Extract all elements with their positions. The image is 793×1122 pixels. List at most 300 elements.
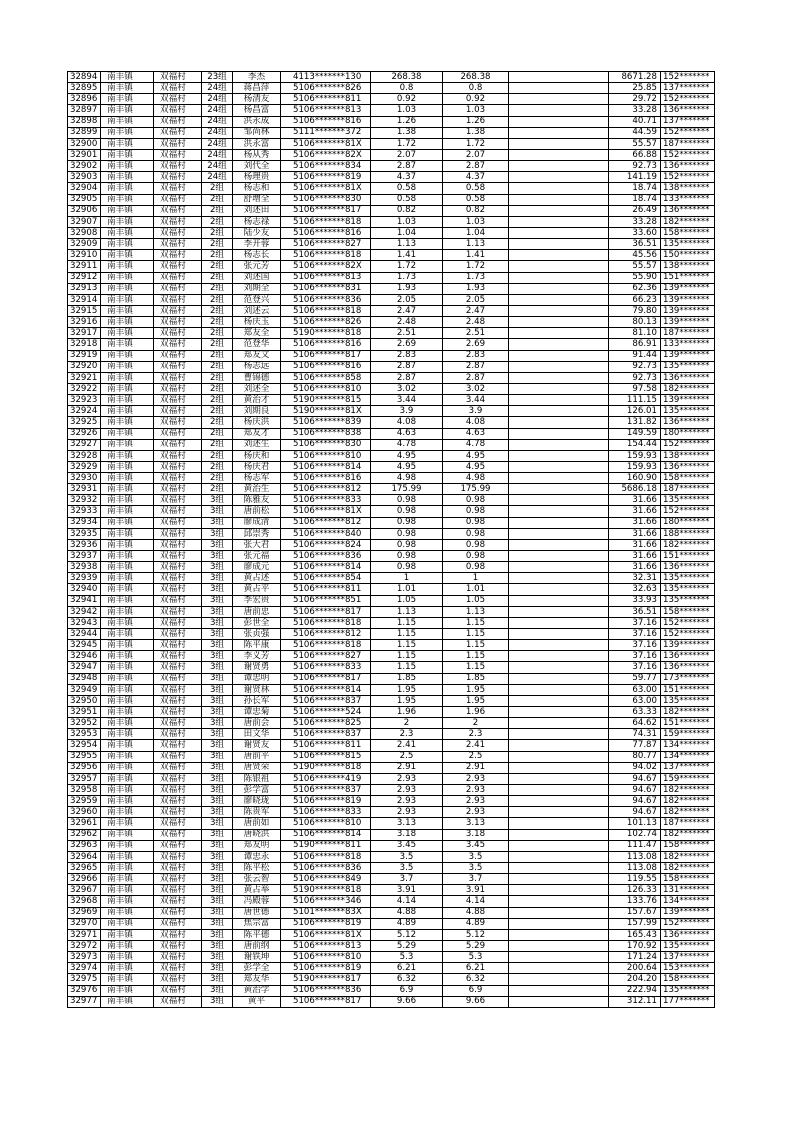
group-cell: 2组 [202, 428, 233, 439]
amount-cell: 74.31 [609, 729, 661, 740]
blank-cell [509, 551, 609, 562]
row-id-cell: 32899 [68, 127, 101, 138]
area-cell: 1.15 [371, 662, 443, 673]
row-id-cell: 32940 [68, 584, 101, 595]
group-cell: 3组 [202, 818, 233, 829]
row-id-cell: 32942 [68, 606, 101, 617]
name-cell: 杨理贵 [233, 172, 281, 183]
town-cell: 南丰镇 [101, 662, 154, 673]
area-confirmed-cell: 1.72 [443, 261, 509, 272]
town-cell: 南丰镇 [101, 183, 154, 194]
village-cell: 双福村 [154, 350, 202, 361]
area-confirmed-cell: 0.98 [443, 517, 509, 528]
town-cell: 南丰镇 [101, 395, 154, 406]
table-row [68, 907, 715, 918]
table-row [68, 138, 715, 149]
name-cell: 唐前忠 [233, 606, 281, 617]
table-row [68, 517, 715, 528]
id-number-cell: 5106*******419 [281, 773, 371, 784]
data-table [67, 71, 715, 1008]
blank-cell [509, 138, 609, 149]
id-number-cell: 5106*******810 [281, 450, 371, 461]
group-cell: 3组 [202, 617, 233, 628]
amount-cell: 37.16 [609, 662, 661, 673]
village-cell: 双福村 [154, 918, 202, 929]
town-cell: 南丰镇 [101, 551, 154, 562]
group-cell: 3组 [202, 651, 233, 662]
blank-cell [509, 874, 609, 885]
amount-cell: 94.67 [609, 773, 661, 784]
amount-cell: 97.58 [609, 383, 661, 394]
area-confirmed-cell: 6.21 [443, 963, 509, 974]
row-id-cell: 32938 [68, 562, 101, 573]
area-confirmed-cell: 2.48 [443, 317, 509, 328]
area-confirmed-cell: 6.9 [443, 985, 509, 996]
id-number-cell: 5106*******814 [281, 684, 371, 695]
area-confirmed-cell: 5.29 [443, 940, 509, 951]
row-id-cell: 32939 [68, 573, 101, 584]
amount-cell: 32.63 [609, 584, 661, 595]
amount-cell: 165.43 [609, 929, 661, 940]
phone-cell: 182******* [661, 216, 715, 227]
row-id-cell: 32976 [68, 985, 101, 996]
area-confirmed-cell: 2.3 [443, 729, 509, 740]
phone-cell: 150******* [661, 250, 715, 261]
amount-cell: 25.85 [609, 83, 661, 94]
row-id-cell: 32956 [68, 762, 101, 773]
group-cell: 3组 [202, 729, 233, 740]
phone-cell: 180******* [661, 517, 715, 528]
area-confirmed-cell: 4.78 [443, 439, 509, 450]
group-cell: 3组 [202, 952, 233, 963]
name-cell: 范登华 [233, 339, 281, 350]
table-row [68, 740, 715, 751]
amount-cell: 200.64 [609, 963, 661, 974]
village-cell: 双福村 [154, 952, 202, 963]
id-number-cell: 5106*******834 [281, 161, 371, 172]
town-cell: 南丰镇 [101, 317, 154, 328]
amount-cell: 159.93 [609, 461, 661, 472]
phone-cell: 182******* [661, 796, 715, 807]
table-row [68, 963, 715, 974]
table-row [68, 194, 715, 205]
village-cell: 双福村 [154, 94, 202, 105]
id-number-cell: 5106*******817 [281, 606, 371, 617]
blank-cell [509, 161, 609, 172]
amount-cell: 63.00 [609, 684, 661, 695]
town-cell: 南丰镇 [101, 785, 154, 796]
id-number-cell: 5106*******819 [281, 796, 371, 807]
village-cell: 双福村 [154, 963, 202, 974]
group-cell: 3组 [202, 829, 233, 840]
town-cell: 南丰镇 [101, 695, 154, 706]
id-number-cell: 5190*******818 [281, 762, 371, 773]
table-row [68, 417, 715, 428]
blank-cell [509, 127, 609, 138]
village-cell: 双福村 [154, 183, 202, 194]
amount-cell: 94.67 [609, 785, 661, 796]
village-cell: 双福村 [154, 72, 202, 83]
row-id-cell: 32911 [68, 261, 101, 272]
table-row [68, 94, 715, 105]
area-cell: 0.98 [371, 528, 443, 539]
table-row [68, 840, 715, 851]
blank-cell [509, 528, 609, 539]
table-row [68, 428, 715, 439]
phone-cell: 139******* [661, 640, 715, 651]
area-confirmed-cell: 3.5 [443, 851, 509, 862]
name-cell: 洪永成 [233, 116, 281, 127]
town-cell: 南丰镇 [101, 261, 154, 272]
table-row [68, 116, 715, 127]
row-id-cell: 32961 [68, 818, 101, 829]
blank-cell [509, 918, 609, 929]
area-confirmed-cell: 2.93 [443, 807, 509, 818]
village-cell: 双福村 [154, 539, 202, 550]
table-row [68, 829, 715, 840]
phone-cell: 152******* [661, 918, 715, 929]
group-cell: 3组 [202, 640, 233, 651]
group-cell: 2组 [202, 350, 233, 361]
blank-cell [509, 773, 609, 784]
blank-cell [509, 450, 609, 461]
row-id-cell: 32914 [68, 294, 101, 305]
town-cell: 南丰镇 [101, 239, 154, 250]
table-row [68, 695, 715, 706]
group-cell: 3组 [202, 695, 233, 706]
table-row [68, 662, 715, 673]
name-cell: 唐前会 [233, 718, 281, 729]
village-cell: 双福村 [154, 896, 202, 907]
amount-cell: 159.93 [609, 450, 661, 461]
town-cell: 南丰镇 [101, 205, 154, 216]
group-cell: 2组 [202, 239, 233, 250]
town-cell: 南丰镇 [101, 383, 154, 394]
blank-cell [509, 395, 609, 406]
name-cell: 张云智 [233, 874, 281, 885]
table-row [68, 629, 715, 640]
table-row [68, 929, 715, 940]
area-confirmed-cell: 5.3 [443, 952, 509, 963]
village-cell: 双福村 [154, 138, 202, 149]
area-cell: 5.29 [371, 940, 443, 951]
blank-cell [509, 495, 609, 506]
id-number-cell: 5106*******818 [281, 305, 371, 316]
row-id-cell: 32897 [68, 105, 101, 116]
row-id-cell: 32965 [68, 862, 101, 873]
village-cell: 双福村 [154, 339, 202, 350]
row-id-cell: 32946 [68, 651, 101, 662]
name-cell: 李义芳 [233, 651, 281, 662]
blank-cell [509, 985, 609, 996]
id-number-cell: 5106*******810 [281, 952, 371, 963]
group-cell: 3组 [202, 840, 233, 851]
blank-cell [509, 406, 609, 417]
name-cell: 李宏贵 [233, 595, 281, 606]
area-confirmed-cell: 3.5 [443, 862, 509, 873]
area-cell: 2.83 [371, 350, 443, 361]
row-id-cell: 32941 [68, 595, 101, 606]
amount-cell: 86.91 [609, 339, 661, 350]
phone-cell: 135******* [661, 495, 715, 506]
blank-cell [509, 305, 609, 316]
row-id-cell: 32962 [68, 829, 101, 840]
group-cell: 2组 [202, 484, 233, 495]
amount-cell: 92.73 [609, 161, 661, 172]
blank-cell [509, 595, 609, 606]
village-cell: 双福村 [154, 573, 202, 584]
group-cell: 2组 [202, 395, 233, 406]
amount-cell: 102.74 [609, 829, 661, 840]
table-row [68, 918, 715, 929]
name-cell: 唐世德 [233, 907, 281, 918]
amount-cell: 31.66 [609, 539, 661, 550]
area-cell: 2.93 [371, 807, 443, 818]
town-cell: 南丰镇 [101, 161, 154, 172]
area-cell: 1.13 [371, 606, 443, 617]
area-cell: 2.87 [371, 372, 443, 383]
town-cell: 南丰镇 [101, 762, 154, 773]
table-row [68, 227, 715, 238]
blank-cell [509, 707, 609, 718]
town-cell: 南丰镇 [101, 339, 154, 350]
blank-cell [509, 484, 609, 495]
phone-cell: 182******* [661, 862, 715, 873]
id-number-cell: 5106*******810 [281, 818, 371, 829]
blank-cell [509, 929, 609, 940]
phone-cell: 151******* [661, 718, 715, 729]
phone-cell: 158******* [661, 473, 715, 484]
group-cell: 2组 [202, 339, 233, 350]
amount-cell: 31.66 [609, 562, 661, 573]
area-confirmed-cell: 3.44 [443, 395, 509, 406]
town-cell: 南丰镇 [101, 595, 154, 606]
area-cell: 1.95 [371, 684, 443, 695]
village-cell: 双福村 [154, 83, 202, 94]
area-confirmed-cell: 268.38 [443, 72, 509, 83]
row-id-cell: 32960 [68, 807, 101, 818]
area-confirmed-cell: 0.8 [443, 83, 509, 94]
row-id-cell: 32966 [68, 874, 101, 885]
village-cell: 双福村 [154, 227, 202, 238]
id-number-cell: 5106*******839 [281, 417, 371, 428]
group-cell: 3组 [202, 996, 233, 1007]
name-cell: 冯殿蓉 [233, 896, 281, 907]
id-number-cell: 4113*******130 [281, 72, 371, 83]
name-cell: 刘述生 [233, 439, 281, 450]
village-cell: 双福村 [154, 929, 202, 940]
area-confirmed-cell: 4.08 [443, 417, 509, 428]
table-row [68, 751, 715, 762]
area-cell: 9.66 [371, 996, 443, 1007]
id-number-cell: 5106*******81X [281, 138, 371, 149]
name-cell: 谭忠永 [233, 851, 281, 862]
town-cell: 南丰镇 [101, 673, 154, 684]
town-cell: 南丰镇 [101, 918, 154, 929]
name-cell: 田文华 [233, 729, 281, 740]
group-cell: 3组 [202, 785, 233, 796]
area-confirmed-cell: 1.85 [443, 673, 509, 684]
village-cell: 双福村 [154, 707, 202, 718]
area-confirmed-cell: 2.51 [443, 328, 509, 339]
village-cell: 双福村 [154, 595, 202, 606]
amount-cell: 33.28 [609, 216, 661, 227]
group-cell: 2组 [202, 328, 233, 339]
phone-cell: 134******* [661, 896, 715, 907]
row-id-cell: 32951 [68, 707, 101, 718]
village-cell: 双福村 [154, 406, 202, 417]
amount-cell: 63.33 [609, 707, 661, 718]
table-row [68, 272, 715, 283]
name-cell: 刘期全 [233, 283, 281, 294]
row-id-cell: 32937 [68, 551, 101, 562]
area-confirmed-cell: 9.66 [443, 996, 509, 1007]
town-cell: 南丰镇 [101, 740, 154, 751]
area-cell: 3.13 [371, 818, 443, 829]
blank-cell [509, 862, 609, 873]
area-cell: 1 [371, 573, 443, 584]
id-number-cell: 5106*******838 [281, 428, 371, 439]
town-cell: 南丰镇 [101, 818, 154, 829]
name-cell: 李杰 [233, 72, 281, 83]
group-cell: 2组 [202, 417, 233, 428]
area-confirmed-cell: 3.91 [443, 885, 509, 896]
name-cell: 黄平 [233, 996, 281, 1007]
blank-cell [509, 829, 609, 840]
phone-cell: 159******* [661, 729, 715, 740]
area-confirmed-cell: 2.87 [443, 161, 509, 172]
group-cell: 3组 [202, 929, 233, 940]
group-cell: 3组 [202, 584, 233, 595]
blank-cell [509, 762, 609, 773]
village-cell: 双福村 [154, 528, 202, 539]
blank-cell [509, 517, 609, 528]
amount-cell: 113.08 [609, 851, 661, 862]
blank-cell [509, 952, 609, 963]
town-cell: 南丰镇 [101, 283, 154, 294]
village-cell: 双福村 [154, 651, 202, 662]
group-cell: 24组 [202, 149, 233, 160]
id-number-cell: 5106*******826 [281, 317, 371, 328]
town-cell: 南丰镇 [101, 773, 154, 784]
village-cell: 双福村 [154, 317, 202, 328]
amount-cell: 5686.18 [609, 484, 661, 495]
village-cell: 双福村 [154, 239, 202, 250]
table-row [68, 885, 715, 896]
name-cell: 郑友明 [233, 840, 281, 851]
row-id-cell: 32957 [68, 773, 101, 784]
row-id-cell: 32944 [68, 629, 101, 640]
group-cell: 3组 [202, 851, 233, 862]
phone-cell: 138******* [661, 183, 715, 194]
area-confirmed-cell: 4.63 [443, 428, 509, 439]
town-cell: 南丰镇 [101, 450, 154, 461]
area-cell: 3.18 [371, 829, 443, 840]
group-cell: 3组 [202, 606, 233, 617]
row-id-cell: 32954 [68, 740, 101, 751]
table-row [68, 294, 715, 305]
area-confirmed-cell: 0.92 [443, 94, 509, 105]
blank-cell [509, 372, 609, 383]
phone-cell: 135******* [661, 406, 715, 417]
name-cell: 谢铁坤 [233, 952, 281, 963]
phone-cell: 133******* [661, 339, 715, 350]
row-id-cell: 32906 [68, 205, 101, 216]
row-id-cell: 32926 [68, 428, 101, 439]
id-number-cell: 5106*******814 [281, 562, 371, 573]
town-cell: 南丰镇 [101, 874, 154, 885]
village-cell: 双福村 [154, 874, 202, 885]
village-cell: 双福村 [154, 840, 202, 851]
phone-cell: 152******* [661, 629, 715, 640]
phone-cell: 136******* [661, 417, 715, 428]
blank-cell [509, 194, 609, 205]
phone-cell: 138******* [661, 261, 715, 272]
group-cell: 2组 [202, 183, 233, 194]
group-cell: 24组 [202, 172, 233, 183]
phone-cell: 187******* [661, 138, 715, 149]
id-number-cell: 5106*******833 [281, 807, 371, 818]
village-cell: 双福村 [154, 506, 202, 517]
amount-cell: 31.66 [609, 495, 661, 506]
phone-cell: 182******* [661, 851, 715, 862]
id-number-cell: 5106*******818 [281, 250, 371, 261]
area-cell: 268.38 [371, 72, 443, 83]
blank-cell [509, 172, 609, 183]
amount-cell: 31.66 [609, 517, 661, 528]
name-cell: 杨志远 [233, 361, 281, 372]
row-id-cell: 32932 [68, 495, 101, 506]
phone-cell: 151******* [661, 551, 715, 562]
table-row [68, 205, 715, 216]
town-cell: 南丰镇 [101, 172, 154, 183]
area-cell: 4.63 [371, 428, 443, 439]
blank-cell [509, 417, 609, 428]
row-id-cell: 32916 [68, 317, 101, 328]
town-cell: 南丰镇 [101, 796, 154, 807]
table-row [68, 328, 715, 339]
amount-cell: 149.59 [609, 428, 661, 439]
blank-cell [509, 94, 609, 105]
amount-cell: 8671.28 [609, 72, 661, 83]
village-cell: 双福村 [154, 807, 202, 818]
village-cell: 双福村 [154, 773, 202, 784]
table-row [68, 773, 715, 784]
town-cell: 南丰镇 [101, 372, 154, 383]
amount-cell: 126.01 [609, 406, 661, 417]
phone-cell: 137******* [661, 83, 715, 94]
group-cell: 24组 [202, 138, 233, 149]
group-cell: 3组 [202, 707, 233, 718]
area-cell: 1.15 [371, 651, 443, 662]
table-row [68, 250, 715, 261]
town-cell: 南丰镇 [101, 328, 154, 339]
blank-cell [509, 651, 609, 662]
name-cell: 谢贤勇 [233, 662, 281, 673]
amount-cell: 40.71 [609, 116, 661, 127]
area-confirmed-cell: 1.05 [443, 595, 509, 606]
table-row [68, 261, 715, 272]
town-cell: 南丰镇 [101, 417, 154, 428]
table-body [68, 72, 715, 1008]
group-cell: 2组 [202, 216, 233, 227]
phone-cell: 152******* [661, 439, 715, 450]
village-cell: 双福村 [154, 785, 202, 796]
table-row [68, 684, 715, 695]
amount-cell: 37.16 [609, 617, 661, 628]
group-cell: 2组 [202, 317, 233, 328]
area-cell: 2.87 [371, 361, 443, 372]
